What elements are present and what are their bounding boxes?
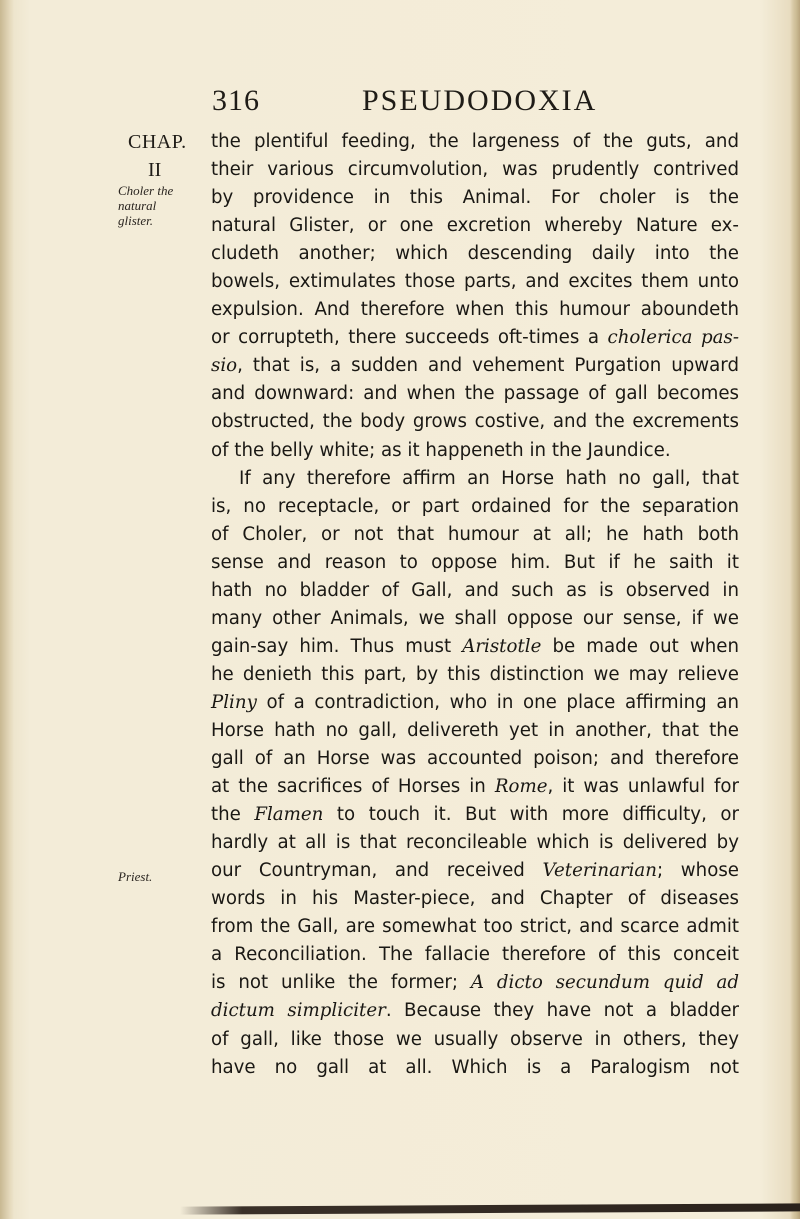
- text-line: [211, 352, 739, 380]
- text-run: . Because they have not a bladder: [385, 1000, 739, 1022]
- text-run: expulsion. And therefore when this humour aboundeth: [211, 299, 739, 321]
- italic-run: sio: [211, 355, 238, 377]
- text-line: [211, 633, 739, 661]
- text-line: [211, 661, 739, 689]
- text-line: [211, 997, 739, 1025]
- text-run: gall of an Horse was accounted poison; and therefore: [211, 748, 739, 770]
- text-run: by providence in this Animal. For choler is the: [211, 187, 739, 209]
- text-line: [211, 913, 739, 941]
- text-run: at the sacrifices of Horses in: [211, 776, 495, 798]
- italic-run: cholerica pas-: [607, 327, 739, 349]
- text-line: [211, 829, 739, 857]
- text-line: [211, 1026, 739, 1054]
- text-line: [211, 268, 739, 296]
- text-run: cludeth another; which descending daily into the: [211, 243, 739, 265]
- italic-run: Rome: [494, 776, 548, 798]
- text-run: obstructed, the body grows costive, and the excrements: [211, 411, 739, 433]
- text-run: , it was unlawful for: [547, 776, 739, 798]
- text-run: or corrupteth, there succeeds oft-times a: [211, 327, 608, 349]
- page-edge: [790, 0, 800, 1219]
- text-line: [211, 212, 739, 240]
- text-run: from the Gall, are somewhat too strict, and scarce admit: [211, 916, 739, 938]
- text-line: [211, 577, 739, 605]
- italic-run: A dicto secundum quid ad: [470, 972, 739, 994]
- scan-bottom-edge: [180, 1203, 800, 1214]
- text-run: natural Glister, or one excretion whereby Nature ex-: [211, 215, 739, 237]
- text-run: is, no receptacle, or part ordained for the separation: [211, 495, 739, 517]
- text-line: [211, 408, 739, 436]
- text-run: have no gall at all. Which is a Paralogism not: [211, 1056, 739, 1078]
- text-line: [211, 184, 739, 212]
- text-run: of the belly white; as it happeneth in the Jaundice.: [211, 439, 671, 461]
- text-line: [211, 521, 739, 549]
- text-run: many other Animals, we shall oppose our sense, if we: [211, 607, 739, 629]
- text-line: [211, 156, 739, 184]
- text-run: If any therefore affirm an Horse hath no gall, that: [239, 467, 739, 489]
- text-run: of a contradiction, who in one place affirming an: [256, 691, 739, 713]
- text-line: [211, 296, 739, 324]
- text-line: [211, 717, 739, 745]
- page-header: [212, 84, 632, 124]
- text-run: is not unlike the former;: [211, 972, 471, 994]
- text-line: [211, 605, 739, 633]
- text-run: he denieth this part, by this distinction we may relieve: [211, 663, 739, 685]
- text-line: [211, 128, 739, 156]
- text-run: , that is, a sudden and vehement Purgation upward: [237, 355, 739, 377]
- chapter-number: II: [148, 159, 162, 181]
- italic-run: Flamen: [254, 804, 324, 826]
- text-run: gain-say him. Thus must: [211, 635, 463, 657]
- italic-run: Aristotle: [462, 635, 542, 657]
- text-line: [211, 885, 739, 913]
- text-run: and downward: and when the passage of gall becomes: [211, 383, 739, 405]
- text-line: [211, 493, 739, 521]
- text-line: [211, 465, 739, 493]
- margin-note-choler: [118, 183, 200, 228]
- text-run: bowels, extimulates those parts, and excites them unto: [211, 271, 739, 293]
- body-text: [211, 128, 739, 1082]
- text-run: sense and reason to oppose him. But if he saith it: [211, 551, 739, 573]
- text-run: be made out when: [541, 635, 739, 657]
- text-line: [211, 240, 739, 268]
- text-line: [211, 773, 739, 801]
- text-line: [211, 801, 739, 829]
- text-line: [211, 380, 739, 408]
- text-line: [211, 549, 739, 577]
- margin-note-line: natural: [118, 198, 157, 213]
- text-run: our Countryman, and received: [211, 860, 543, 882]
- italic-run: Veterinarian: [542, 860, 657, 882]
- text-run: the: [211, 804, 255, 826]
- page-gutter-shadow: [0, 0, 14, 1219]
- text-run: hath no bladder of Gall, and such as is observed in: [211, 579, 739, 601]
- margin-note-line: glister.: [118, 213, 154, 228]
- text-run: ; whose: [656, 860, 739, 882]
- text-run: of gall, like those we usually observe in others, they: [211, 1028, 739, 1050]
- chapter-label: CHAP.: [128, 131, 187, 153]
- margin-note-line: Choler the: [118, 183, 174, 198]
- text-run: the plentiful feeding, the largeness of the guts, and: [211, 131, 739, 152]
- page-number: 316: [212, 84, 260, 117]
- text-line: [211, 857, 739, 885]
- text-run: Horse hath no gall, delivereth yet in another, that the: [211, 719, 739, 741]
- text-run: words in his Master-piece, and Chapter of diseases: [211, 888, 739, 910]
- text-run: to touch it. But with more difficulty, or: [323, 804, 739, 826]
- text-run: a Reconciliation. The fallacie therefore of this conceit: [211, 944, 739, 966]
- text-run: hardly at all is that reconcileable which is delivered by: [211, 832, 739, 854]
- text-line: [211, 1054, 739, 1082]
- text-line: [211, 437, 739, 465]
- text-line: [211, 324, 739, 352]
- text-run: their various circumvolution, was prudently contrived: [211, 159, 739, 181]
- text-line: [211, 941, 739, 969]
- italic-run: Pliny: [211, 691, 257, 713]
- text-line: [211, 969, 739, 997]
- margin-note-priest: Priest.: [118, 869, 153, 884]
- text-line: [211, 745, 739, 773]
- text-line: [211, 689, 739, 717]
- italic-run: dictum simpliciter: [211, 1000, 386, 1022]
- running-head: PSEUDODOXIA: [362, 84, 598, 117]
- text-run: of Choler, or not that humour at all; he hath both: [211, 523, 739, 545]
